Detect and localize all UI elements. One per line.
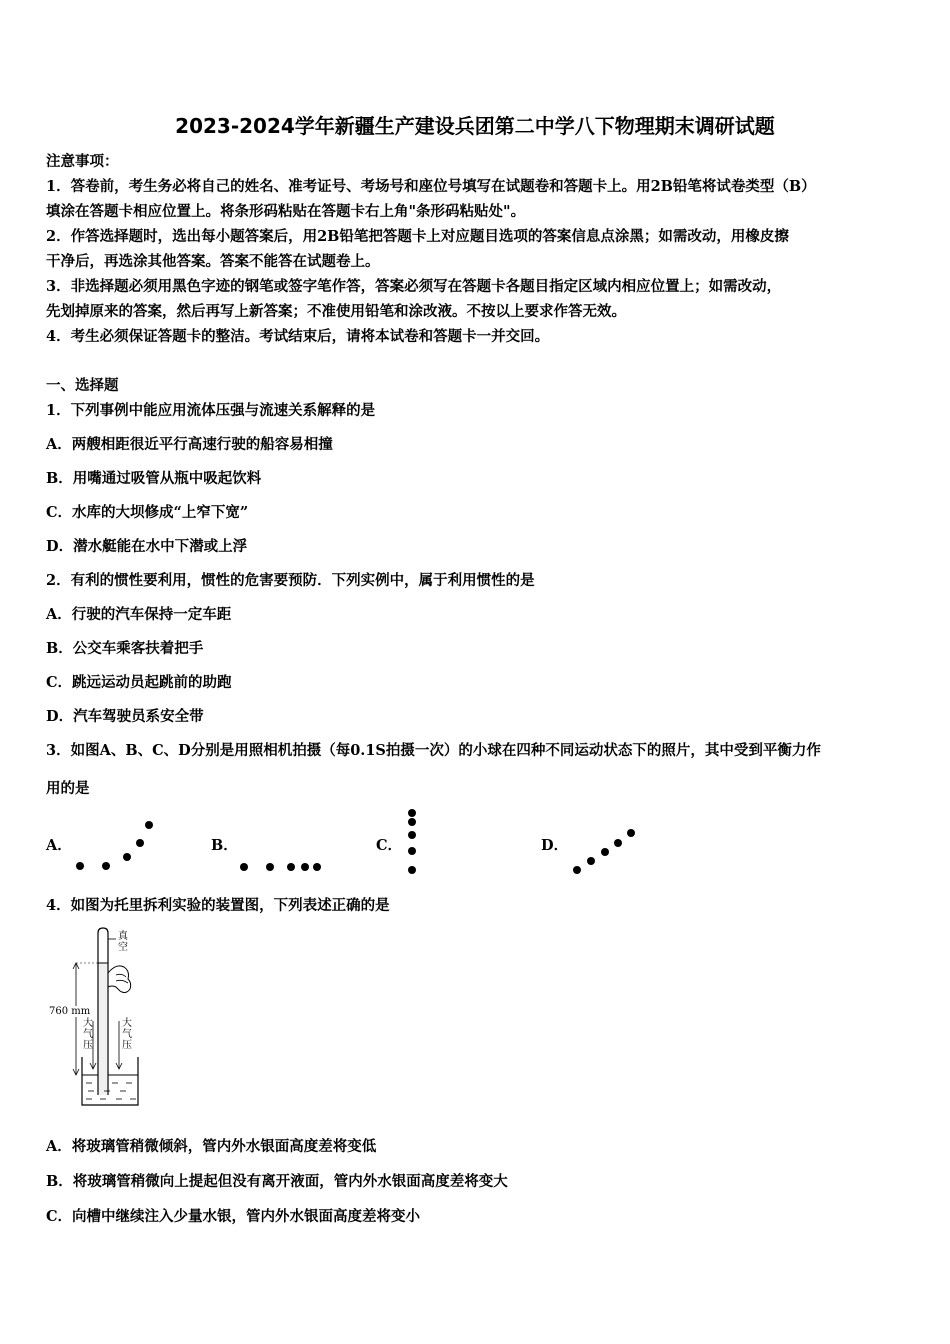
notice-line: 干净后，再选涂其他答案。答案不能答在试题卷上。 [46,253,380,270]
question-1-option-a: A．两艘相距很近平行高速行驶的船容易相撞 [46,436,333,453]
ball-dot [123,853,131,861]
ball-dot [240,863,248,871]
ball-dot [408,809,416,817]
notice-line: 4．考生必须保证答题卡的整洁。考试结束后，请将本试卷和答题卡一并交回。 [46,328,550,345]
question-2-stem: 2．有利的惯性要利用，惯性的危害要预防．下列实例中，属于利用惯性的是 [46,572,535,589]
figure-label-vacuum: 真空 [118,931,128,953]
question-2-option-b: B．公交车乘客扶着把手 [46,640,204,657]
notice-line: 2．作答选择题时，选出每小题答案后，用2B铅笔把答题卡上对应题目选项的答案信息点涂黑；如需改动，用橡皮擦 [46,228,789,245]
ball-dot [301,863,309,871]
ball-dot [408,831,416,839]
question-1-option-c: C．水库的大坝修成“上窄下宽” [46,504,249,521]
ball-dot [313,863,321,871]
hand-icon [108,966,131,993]
question-4-option-a: A．将玻璃管稍微倾斜，管内外水银面高度差将变低 [46,1138,377,1155]
ball-dot [136,839,144,847]
ball-dot [601,848,609,856]
ball-dot [145,821,153,829]
question-1-option-b: B．用嘴通过吸管从瓶中吸起饮料 [46,470,262,487]
ball-dot [102,862,110,870]
question-3-stem-continued: 用的是 [46,780,90,797]
question-3-label-b: B． [211,837,238,854]
ball-dot [76,862,84,870]
notice-line: 1．答卷前，考生务必将自己的姓名、准考证号、考场号和座位号填写在试题卷和答题卡上。用2B铅笔将试卷类型（B） [46,178,816,195]
ball-dot [587,857,595,865]
ball-dot [408,866,416,874]
question-4-option-c: C．向槽中继续注入少量水银，管内外水银面高度差将变小 [46,1208,421,1225]
question-1-stem: 1．下列事例中能应用流体压强与流速关系解释的是 [46,402,376,419]
question-2-option-d: D．汽车驾驶员系安全带 [46,708,204,725]
notice-line: 填涂在答题卡相应位置上。将条形码粘贴在答题卡右上角"条形码粘贴处"。 [46,203,526,220]
question-3-label-a: A． [46,837,72,854]
notice-heading: 注意事项： [46,153,119,170]
question-3-stem: 3．如图A、B、C、D分别是用照相机拍摄（每0.1S拍摄一次）的小球在四种不同运动状态下的照片，其中受到平衡力作 [46,742,821,759]
question-3-label-d: D． [541,837,569,854]
question-4-option-b: B．将玻璃管稍微向上提起但没有离开液面，管内外水银面高度差将变大 [46,1173,508,1190]
figure-label-height: 760 mm [49,1006,91,1017]
notice-line: 先划掉原来的答案，然后再写上新答案；不准使用铅笔和涂改液。不按以上要求作答无效。 [46,303,626,320]
page-title: 2023-2024学年新疆生产建设兵团第二中学八下物理期末调研试题 [175,114,775,138]
question-2-option-a: A．行驶的汽车保持一定车距 [46,606,232,623]
question-4-stem: 4．如图为托里拆利实验的装置图，下列表述正确的是 [46,897,390,914]
ball-dot [408,818,416,826]
ball-dot [287,863,295,871]
torricelli-apparatus-figure [46,925,156,1110]
question-1-option-d: D．潜水艇能在水中下潜或上浮 [46,538,248,555]
question-2-option-c: C．跳远运动员起跳前的助跑 [46,674,232,691]
section-heading: 一、选择题 [46,377,119,394]
question-3-label-c: C． [376,837,403,854]
ball-dot [266,863,274,871]
notice-line: 3．非选择题必须用黑色字迹的钢笔或签字笔作答，答案必须写在答题卡各题目指定区域内相应位置上；如需改动， [46,278,782,295]
ball-dot [627,829,635,837]
figure-label-atm-left: 大气压 [83,1018,93,1051]
ball-dot [573,866,581,874]
ball-dot [614,839,622,847]
ball-dot [408,847,416,855]
figure-label-atm-right: 大气压 [122,1018,132,1051]
